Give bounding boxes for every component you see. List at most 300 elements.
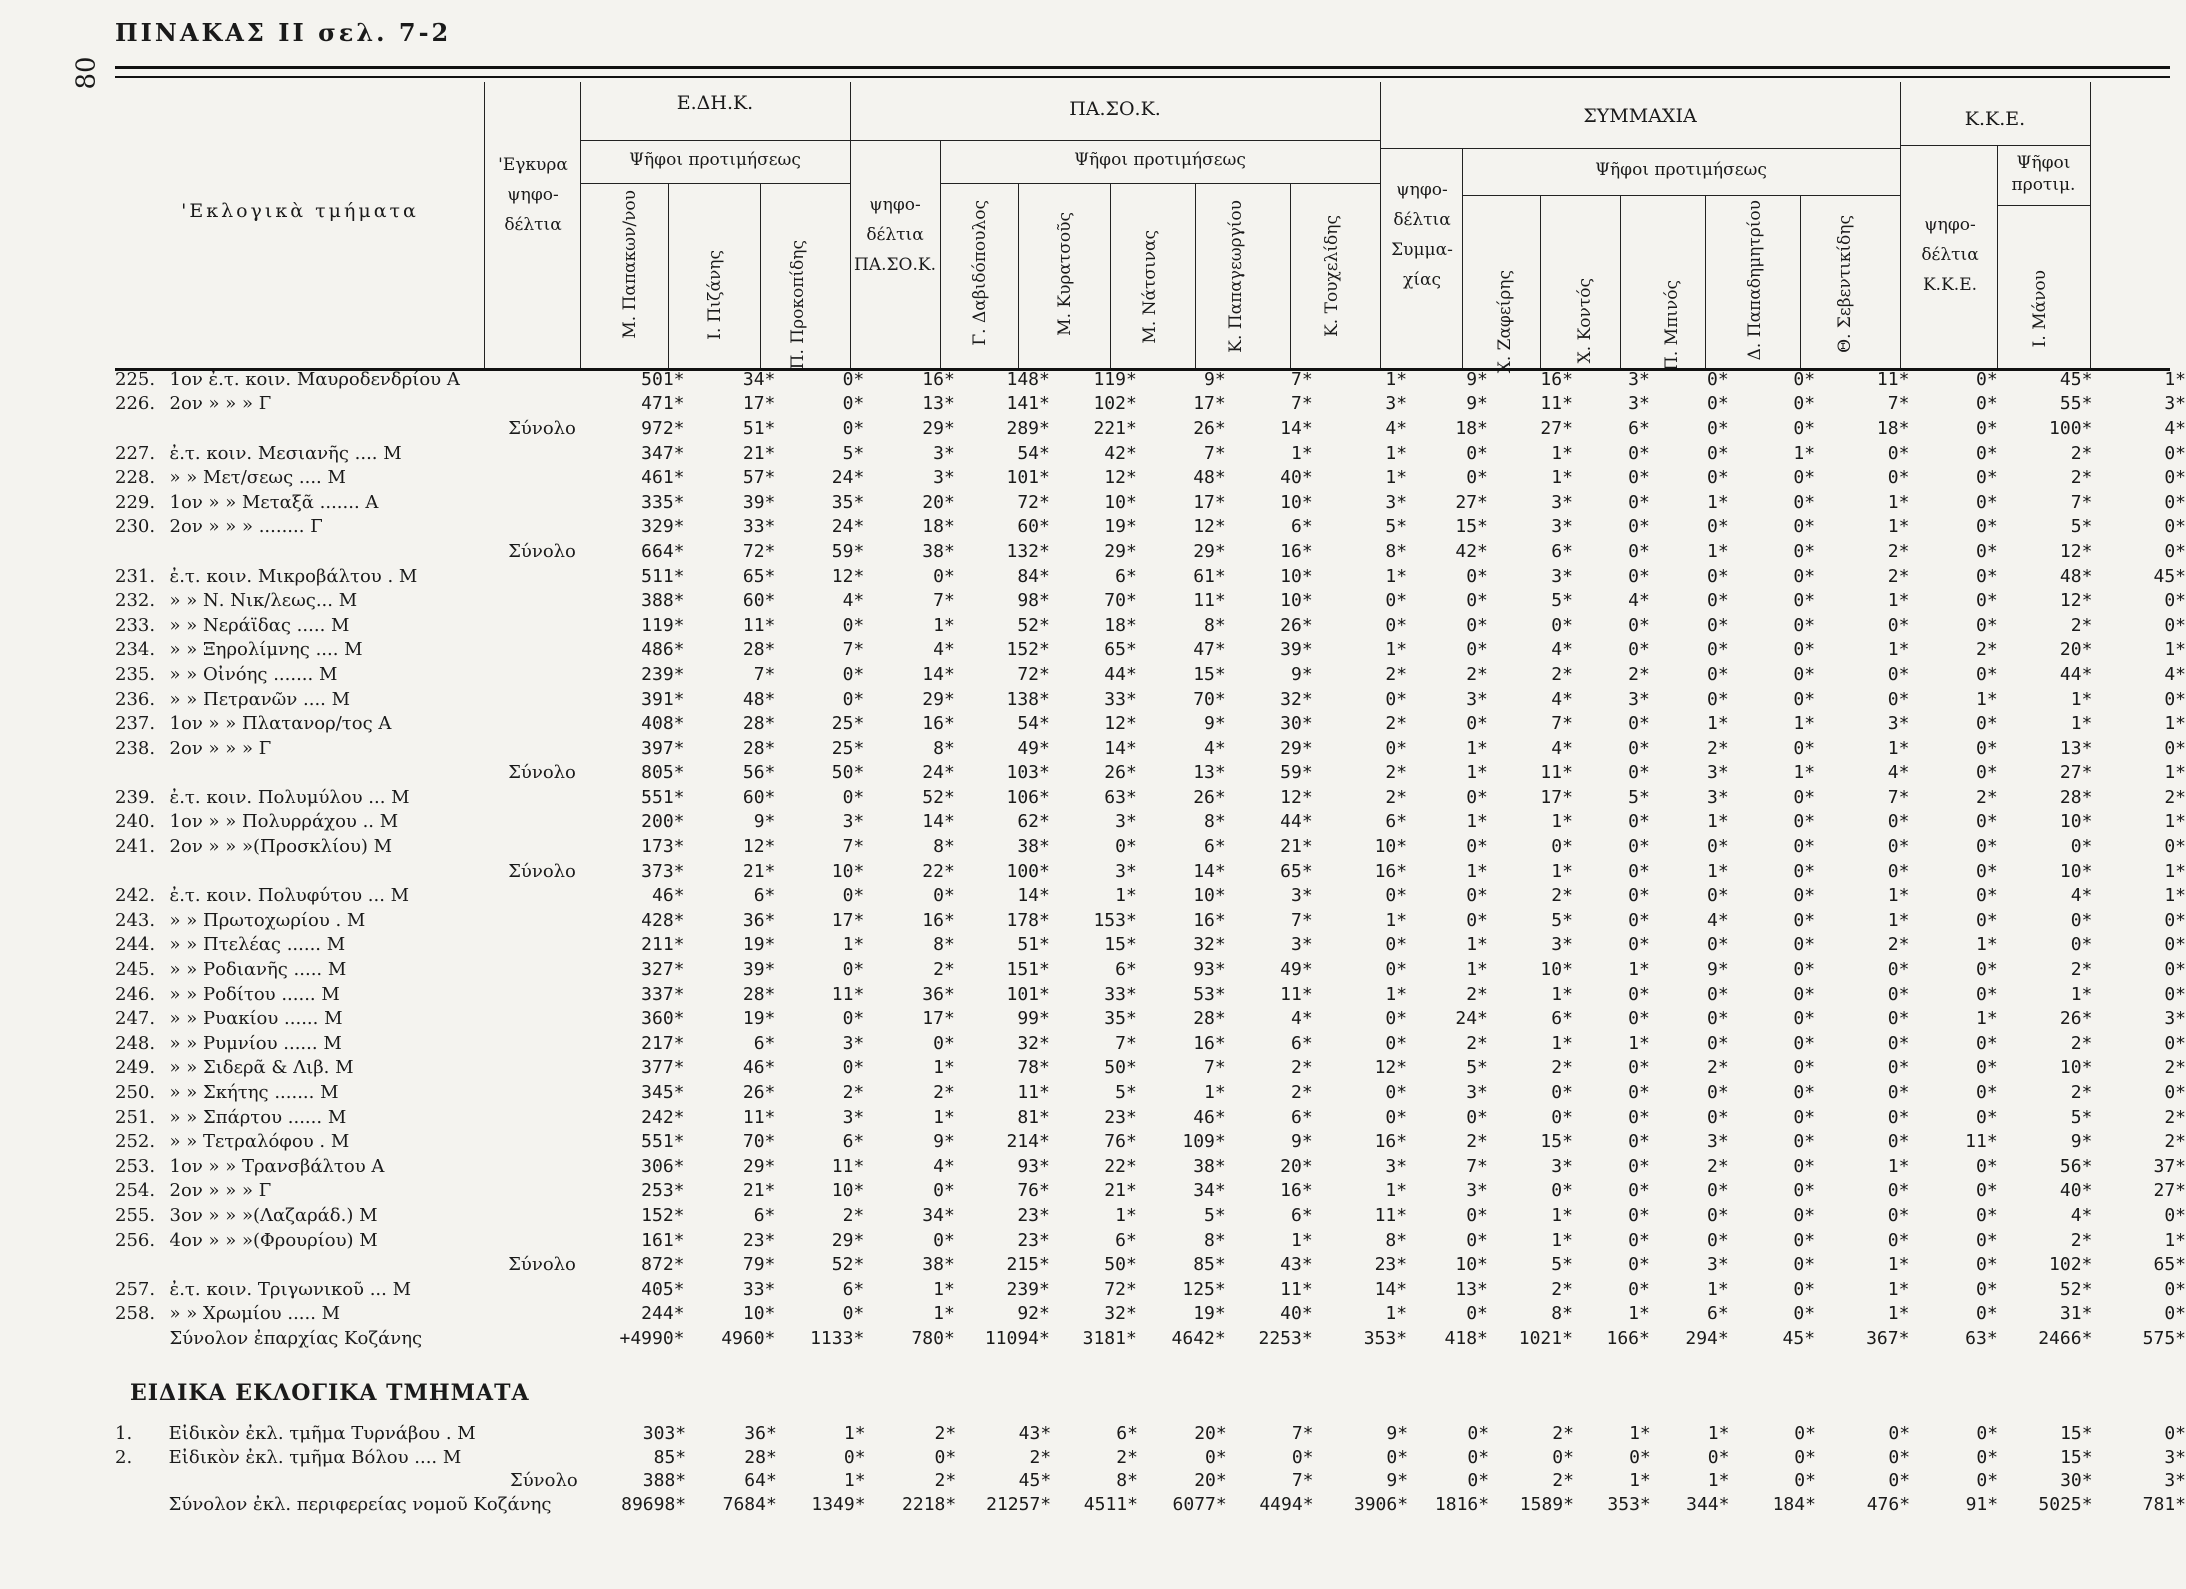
cell-value: 0* xyxy=(1793,516,1816,538)
cell-value: 0* xyxy=(1976,1180,1998,1202)
cell-value: 29* xyxy=(1104,540,1137,562)
cell-value: 0* xyxy=(1976,1057,1998,1079)
pasok-header: ΠΑ.ΣΟ.Κ. xyxy=(1069,98,1161,120)
cell-value: 1* xyxy=(2070,688,2093,710)
cell-value: 7* xyxy=(753,663,776,685)
cell-value: 2* xyxy=(2070,1082,2093,1104)
cell-value: 0* xyxy=(1976,737,1998,759)
cell-value: 0* xyxy=(1628,442,1650,464)
row-label: 3ον » » »(Λαζαράδ.) Μ xyxy=(169,1204,378,1226)
cell-value: 10* xyxy=(1455,1254,1488,1276)
cell-value: 0* xyxy=(1707,590,1729,612)
cell-value: 6* xyxy=(1291,1032,1313,1054)
cell-value: 34* xyxy=(922,1204,955,1226)
cell-value: 2* xyxy=(2164,1106,2186,1128)
cell-value: 1* xyxy=(1385,565,1408,587)
cell-value: 18* xyxy=(1876,417,1910,439)
cell-value: 1* xyxy=(1793,762,1816,784)
cell-value: 0* xyxy=(842,885,865,907)
cell-value: 4* xyxy=(1707,909,1729,931)
valid-ballots-header: 'Εγκυρα ψηφο-δέλτια xyxy=(498,155,568,235)
pasok-cand-5: Κ. Τουχελίδης xyxy=(1322,215,1342,337)
cell-value: 62* xyxy=(1017,811,1050,833)
cell-value: 335* xyxy=(641,491,685,513)
cell-value: 65* xyxy=(1280,860,1313,882)
row-label: Εἰδικὸν ἐκλ. τμῆμα Τυρνάβου . Μ xyxy=(168,1423,476,1445)
cell-value: 1* xyxy=(1385,442,1408,464)
cell-value: 2* xyxy=(1466,983,1488,1005)
cell-value: 6* xyxy=(842,1278,865,1300)
symmachia-header: ΣΥΜΜΑΧΙΑ xyxy=(1583,105,1697,127)
cell-value: 0* xyxy=(1551,836,1573,858)
cell-value: 30* xyxy=(1280,713,1313,735)
cell-value: 7* xyxy=(1115,1032,1137,1054)
cell-value: 1* xyxy=(2164,762,2186,784)
cell-value: 10* xyxy=(1280,491,1313,513)
cell-value: 101* xyxy=(1006,467,1050,489)
cell-value: 0* xyxy=(1976,1303,1998,1325)
cell-value: 0* xyxy=(1793,983,1816,1005)
cell-value: 138* xyxy=(1006,688,1050,710)
cell-value: 1* xyxy=(1976,688,1998,710)
cell-value: 11* xyxy=(1965,1131,1998,1153)
cell-value: 33* xyxy=(1104,983,1137,1005)
cell-value: 294* xyxy=(1685,1327,1729,1349)
cell-value: 9* xyxy=(1204,368,1226,390)
cell-value: 4* xyxy=(2164,663,2186,685)
cell-value: 26* xyxy=(1104,762,1137,784)
cell-value: 1* xyxy=(1976,934,1998,956)
cell-value: 35* xyxy=(1104,1008,1137,1030)
table-row xyxy=(115,1469,2186,1493)
cell-value: 2* xyxy=(1385,663,1408,685)
cell-value: 29* xyxy=(742,1155,776,1177)
table-row xyxy=(115,441,2186,466)
cell-value: 10* xyxy=(742,1303,776,1325)
cell-value: 63* xyxy=(1965,1327,1998,1349)
cell-value: 70* xyxy=(1193,688,1226,710)
cell-value: 0* xyxy=(1793,737,1816,759)
cell-value: 377* xyxy=(641,1057,685,1079)
row-number: 252. xyxy=(115,1131,156,1153)
cell-value: 0* xyxy=(1385,934,1408,956)
cell-value: 59* xyxy=(831,540,865,562)
row-label: ἐ.τ. κοιν. Πολυμύλου ... Μ xyxy=(169,786,410,808)
cell-value: 306* xyxy=(641,1155,685,1177)
table-row xyxy=(115,687,2186,712)
cell-value: 26* xyxy=(2059,1008,2093,1030)
cell-value: 18* xyxy=(922,516,955,538)
cell-value: 1* xyxy=(2164,713,2186,735)
cell-value: 2* xyxy=(1887,540,1910,562)
row-number xyxy=(115,1326,170,1351)
cell-value: 11* xyxy=(1540,762,1573,784)
cell-value: 49* xyxy=(1280,959,1313,981)
cell-value: 3* xyxy=(1707,786,1729,808)
cell-value: 0* xyxy=(1628,713,1650,735)
cell-value: 14* xyxy=(1017,885,1050,907)
cell-value: 3* xyxy=(1628,688,1650,710)
cell-value: 16* xyxy=(922,368,955,390)
cell-value: 3* xyxy=(1707,1254,1729,1276)
cell-value: 0* xyxy=(2164,1423,2186,1445)
cell-value: 2* xyxy=(2164,786,2186,808)
sym-cand-4: Δ. Παπαδημητρίου xyxy=(1745,200,1765,361)
cell-value: 0* xyxy=(1793,1278,1816,1300)
cell-value: 2* xyxy=(933,1082,955,1104)
cell-value: 14* xyxy=(922,811,955,833)
cell-value: 418* xyxy=(1444,1327,1488,1349)
cell-value: 0* xyxy=(1628,614,1650,636)
cell-value: 93* xyxy=(1017,1155,1050,1177)
cell-value: 21* xyxy=(742,1180,776,1202)
cell-value: 148* xyxy=(1006,368,1050,390)
cell-value: 2* xyxy=(1029,1446,1052,1468)
cell-value: 7* xyxy=(1291,1470,1314,1492)
row-number: 233. xyxy=(115,614,156,636)
cell-value: 2* xyxy=(1976,639,1998,661)
cell-value: 1* xyxy=(2164,885,2186,907)
cell-value: 28* xyxy=(742,639,776,661)
cell-value: 0* xyxy=(1976,467,1998,489)
cell-value: 106* xyxy=(1006,786,1050,808)
cell-value: 3* xyxy=(1115,811,1137,833)
cell-value: 7* xyxy=(1466,1155,1488,1177)
cell-value: 6* xyxy=(753,885,776,907)
row-label: ἐ.τ. κοιν. Μικροβάλτου . Μ xyxy=(169,565,418,587)
cell-value: 26* xyxy=(1193,786,1226,808)
cell-value: 6* xyxy=(753,1032,776,1054)
row-label: 1ον » » Τρανσβάλτου Α xyxy=(169,1155,385,1177)
row-number: 237. xyxy=(115,713,156,735)
cell-value: 12* xyxy=(1374,1057,1408,1079)
cell-value: 3* xyxy=(842,1106,865,1128)
cell-value: 0* xyxy=(1793,368,1816,390)
cell-value: 0* xyxy=(1707,885,1729,907)
row-number: 246. xyxy=(115,983,156,1005)
cell-value: 0* xyxy=(1628,909,1650,931)
cell-value: 5* xyxy=(1466,1057,1488,1079)
cell-value: 1* xyxy=(1707,1470,1730,1492)
cell-value: 347* xyxy=(641,442,685,464)
cell-value: 3* xyxy=(1115,860,1137,882)
cell-value: 1* xyxy=(1887,1278,1910,1300)
cell-value: 184* xyxy=(1772,1493,1816,1515)
cell-value: 0* xyxy=(1466,614,1488,636)
cell-value: 102* xyxy=(1093,393,1137,415)
cell-value: 1* xyxy=(1887,1155,1910,1177)
cell-value: 0* xyxy=(1794,1423,1816,1445)
special-section-title: ΕΙΔΙΚΑ ΕΚΛΟΓΙΚΑ ΤΜΗΜΑΤΑ xyxy=(130,1380,530,1406)
row-label: » » Χρωμίου ..... Μ xyxy=(169,1303,341,1325)
row-label: » » Πτελέας ...... Μ xyxy=(169,934,346,956)
cell-value: 4* xyxy=(2164,417,2186,439)
cell-value: 11* xyxy=(1540,393,1573,415)
cell-value: 45* xyxy=(1782,1327,1816,1349)
edik-cand-1: Μ. Παπακων/νου xyxy=(620,190,640,339)
cell-value: 14* xyxy=(922,663,955,685)
cell-value: 44* xyxy=(1280,811,1313,833)
cell-value: 6* xyxy=(1115,1229,1137,1251)
row-label: » » Οἰνόης ....... Μ xyxy=(169,663,338,685)
cell-value: 20* xyxy=(1280,1155,1313,1177)
cell-value: 99* xyxy=(1017,1008,1050,1030)
cell-value: 18* xyxy=(1455,417,1488,439)
cell-value: 0* xyxy=(1707,983,1729,1005)
results-table xyxy=(115,367,2186,1351)
cell-value: 70* xyxy=(1104,590,1137,612)
cell-value: 0* xyxy=(1793,811,1816,833)
cell-value: 4* xyxy=(1385,417,1408,439)
row-number: 254. xyxy=(115,1180,156,1202)
cell-value: 11094* xyxy=(984,1327,1050,1349)
cell-value: 9* xyxy=(1466,393,1488,415)
cell-value: 1* xyxy=(1385,909,1408,931)
cell-value: 0* xyxy=(1385,737,1408,759)
cell-value: 10* xyxy=(2059,860,2093,882)
cell-value: 0* xyxy=(1976,983,1998,1005)
cell-value: 0* xyxy=(1976,590,1998,612)
cell-value: 0* xyxy=(1467,1423,1490,1445)
cell-value: 37* xyxy=(2153,1155,2186,1177)
cell-value: 61* xyxy=(1193,565,1226,587)
cell-value: 22* xyxy=(1104,1155,1137,1177)
cell-value: 0* xyxy=(2070,909,2093,931)
cell-value: 0* xyxy=(1976,811,1998,833)
cell-value: 0* xyxy=(1793,1131,1816,1153)
cell-value: 8* xyxy=(1551,1303,1573,1325)
cell-value: 0* xyxy=(1793,1229,1816,1251)
cell-value: 166* xyxy=(1606,1327,1650,1349)
cell-value: 25* xyxy=(831,737,865,759)
edik-header: Ε.ΔΗ.Κ. xyxy=(676,92,754,114)
table-row xyxy=(115,465,2186,490)
cell-value: 551* xyxy=(641,786,685,808)
cell-value: 0* xyxy=(1466,639,1488,661)
cell-value: 35* xyxy=(831,491,865,513)
cell-value: 461* xyxy=(641,467,685,489)
cell-value: 4* xyxy=(2070,1204,2093,1226)
cell-value: 1* xyxy=(2164,1229,2186,1251)
cell-value: 1* xyxy=(1793,713,1816,735)
cell-value: 3* xyxy=(1385,393,1408,415)
cell-value: 0* xyxy=(2164,909,2186,931)
cell-value: 4642* xyxy=(1171,1327,1226,1349)
table-row xyxy=(115,1228,2186,1253)
cell-value: 0* xyxy=(1976,836,1998,858)
row-number: 255. xyxy=(115,1204,156,1226)
row-number: 232. xyxy=(115,590,156,612)
cell-value: 0* xyxy=(1551,614,1573,636)
cell-value: 0* xyxy=(1628,1131,1650,1153)
cell-value: 6* xyxy=(1291,1204,1313,1226)
cell-value: 0* xyxy=(1793,959,1816,981)
cell-value: 428* xyxy=(641,909,685,931)
cell-value: 36* xyxy=(742,909,776,931)
cell-value: 11* xyxy=(1017,1082,1050,1104)
cell-value: 178* xyxy=(1006,909,1050,931)
cell-value: 70* xyxy=(742,1131,776,1153)
cell-value: 0* xyxy=(1466,1106,1488,1128)
cell-value: 19* xyxy=(742,934,776,956)
cell-value: 5* xyxy=(1385,516,1408,538)
row-label: » » Ρυακίου ...... Μ xyxy=(169,1008,343,1030)
cell-value: 0* xyxy=(1707,688,1729,710)
cell-value: 0* xyxy=(1887,860,1910,882)
row-number: 244. xyxy=(115,934,156,956)
cell-value: 15* xyxy=(1193,663,1226,685)
cell-value: 119* xyxy=(1093,368,1137,390)
cell-value: 3* xyxy=(1466,688,1488,710)
cell-value: 0* xyxy=(1466,442,1488,464)
table-row xyxy=(115,1006,2186,1031)
cell-value: 2* xyxy=(842,1204,865,1226)
cell-value: 2* xyxy=(1291,1082,1313,1104)
cell-value: 9* xyxy=(1707,959,1729,981)
cell-value: 10* xyxy=(1104,491,1137,513)
cell-value: 28* xyxy=(742,737,776,759)
cell-value: 0* xyxy=(1552,1446,1574,1468)
cell-value: 21* xyxy=(1280,836,1313,858)
cell-value: 4* xyxy=(1887,762,1910,784)
cell-value: 27* xyxy=(1455,491,1488,513)
cell-value: 60* xyxy=(1017,516,1050,538)
cell-value: 18* xyxy=(1104,614,1137,636)
sym-pref-header: Ψῆφοι προτιμήσεως xyxy=(1595,160,1767,180)
cell-value: 7* xyxy=(842,836,865,858)
cell-value: 5* xyxy=(1551,1254,1573,1276)
cell-value: 0* xyxy=(1707,639,1729,661)
cell-value: 25* xyxy=(831,713,865,735)
cell-value: 0* xyxy=(1707,1106,1729,1128)
cell-value: 0* xyxy=(1976,516,1998,538)
cell-value: 52* xyxy=(1017,614,1050,636)
cell-value: 12* xyxy=(742,836,776,858)
cell-value: 14* xyxy=(1280,417,1313,439)
cell-value: 0* xyxy=(2070,934,2093,956)
cell-value: 0* xyxy=(1976,393,1998,415)
row-number: 225. xyxy=(115,368,156,390)
cell-value: 0* xyxy=(1793,614,1816,636)
row-label: » » Ξηρολίμνης .... Μ xyxy=(169,639,363,661)
cell-value: 12* xyxy=(1193,516,1226,538)
top-rule xyxy=(115,66,2170,69)
cell-value: 8* xyxy=(933,737,955,759)
cell-value: 0* xyxy=(1628,491,1650,513)
cell-value: 3* xyxy=(1466,1180,1488,1202)
cell-value: 47* xyxy=(1193,639,1226,661)
cell-value: 0* xyxy=(1707,1229,1729,1251)
table-row xyxy=(115,810,2186,835)
cell-value: 2* xyxy=(1551,1057,1573,1079)
row-label: » » Σπάρτου ...... Μ xyxy=(169,1106,347,1128)
sym-cand-1: Χ. Ζαφείρης xyxy=(1495,270,1515,374)
cell-value: 8* xyxy=(1385,540,1408,562)
cell-value: 353* xyxy=(1363,1327,1408,1349)
row-label: » » Τετραλόφου . Μ xyxy=(169,1131,350,1153)
edik-cand-2: Ι. Πιζάνης xyxy=(705,250,725,340)
pasok-cand-1: Γ. Δαβιδόπουλος xyxy=(970,200,990,346)
cell-value: 43* xyxy=(1280,1254,1313,1276)
cell-value: 3181* xyxy=(1082,1327,1137,1349)
cell-value: 217* xyxy=(641,1032,685,1054)
cell-value: 6* xyxy=(1204,836,1226,858)
cell-value: 33* xyxy=(742,516,776,538)
cell-value: 329* xyxy=(641,516,685,538)
cell-value: 0* xyxy=(1707,516,1729,538)
cell-value: 471* xyxy=(641,393,685,415)
cell-value: 0* xyxy=(1628,1106,1650,1128)
row-label: 2ον » » » Γ xyxy=(169,393,272,415)
cell-value: 1* xyxy=(1887,1254,1910,1276)
cell-value: 239* xyxy=(1006,1278,1050,1300)
cell-value: 48* xyxy=(742,688,776,710)
cell-value: 4494* xyxy=(1259,1493,1314,1515)
table-row xyxy=(115,416,2186,441)
cell-value: 0* xyxy=(1887,983,1910,1005)
cell-value: 1* xyxy=(1466,737,1488,759)
cell-value: 0* xyxy=(1793,786,1816,808)
table-row xyxy=(115,1179,2186,1204)
cell-value: 152* xyxy=(1006,639,1050,661)
cell-value: 98* xyxy=(1017,590,1050,612)
cell-value: 23* xyxy=(742,1229,776,1251)
cell-value: 72* xyxy=(1017,663,1050,685)
cell-value: 0* xyxy=(2164,1032,2186,1054)
cell-value: 0* xyxy=(1887,1106,1910,1128)
cell-value: 0* xyxy=(1976,1204,1998,1226)
cell-value: 6* xyxy=(842,1131,865,1153)
cell-value: 0* xyxy=(2164,836,2186,858)
cell-value: 2* xyxy=(2070,442,2093,464)
cell-value: 50* xyxy=(831,762,865,784)
row-number xyxy=(115,539,170,564)
row-label: » » Πετρανῶν .... Μ xyxy=(169,688,351,710)
cell-value: 34* xyxy=(742,368,776,390)
cell-value: 1* xyxy=(1887,639,1910,661)
cell-value: 3* xyxy=(1628,368,1650,390)
cell-value: 3* xyxy=(1887,713,1910,735)
cell-value: 337* xyxy=(641,983,685,1005)
cell-value: 0* xyxy=(1628,540,1650,562)
cell-value: 29* xyxy=(1193,540,1226,562)
table-row xyxy=(115,588,2186,613)
cell-value: 2* xyxy=(842,1082,865,1104)
cell-value: 33* xyxy=(1104,688,1137,710)
cell-value: 27* xyxy=(2153,1180,2186,1202)
cell-value: 16* xyxy=(922,909,955,931)
table-row xyxy=(115,1326,2186,1351)
row-label: Σύνολο xyxy=(508,417,576,439)
cell-value: 7* xyxy=(1204,1057,1226,1079)
cell-value: 1* xyxy=(1551,811,1573,833)
row-number: 240. xyxy=(115,811,156,833)
cell-value: 0* xyxy=(1466,786,1488,808)
cell-value: 1* xyxy=(933,1106,955,1128)
cell-value: 3* xyxy=(933,442,955,464)
cell-value: 0* xyxy=(1385,1106,1408,1128)
row-label: Σύνολο xyxy=(508,762,576,784)
cell-value: 2* xyxy=(1707,1057,1729,1079)
cell-value: 13* xyxy=(1193,762,1226,784)
cell-value: 1* xyxy=(933,614,955,636)
row-number: 228. xyxy=(115,467,156,489)
cell-value: 1* xyxy=(1385,1180,1408,1202)
cell-value: 1* xyxy=(1551,983,1573,1005)
cell-value: 0* xyxy=(842,1303,865,1325)
cell-value: 1* xyxy=(2164,860,2186,882)
cell-value: 93* xyxy=(1193,959,1226,981)
